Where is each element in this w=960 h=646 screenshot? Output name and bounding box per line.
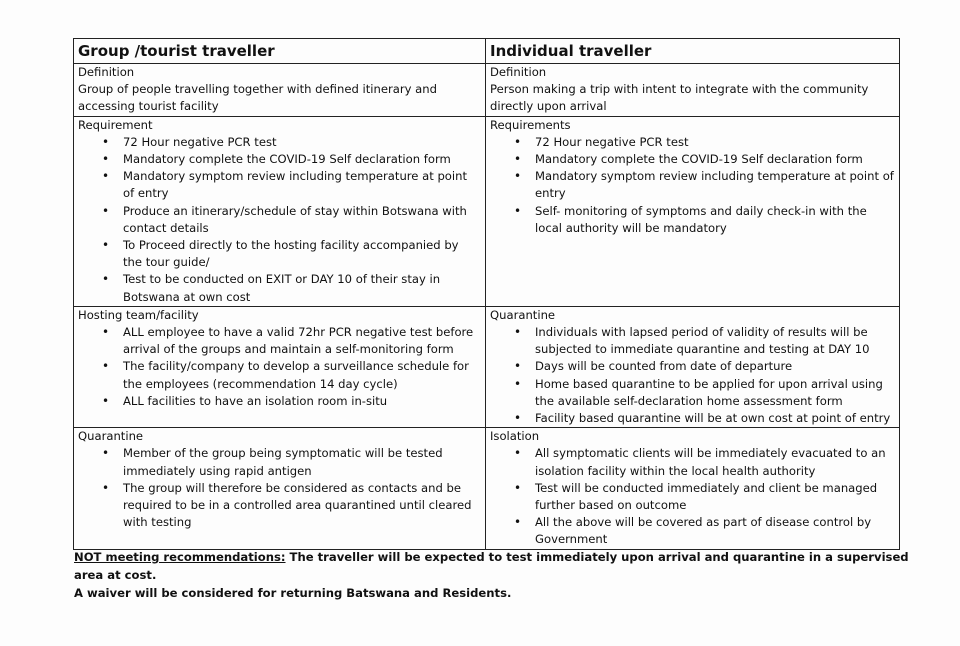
list-item: • Individuals with lapsed period of validity of results will be subjected to immediate quarantine and testing at DAY 10 bbox=[535, 324, 895, 358]
list-item: • Home based quarantine to be applied for upon arrival using the available self-declaration home assessment form bbox=[535, 376, 895, 410]
individual-isolation-cell bbox=[486, 428, 900, 549]
section-title: Requirements bbox=[490, 117, 571, 132]
quarantine-list bbox=[78, 445, 481, 531]
list-item: • Mandatory symptom review including temperature at point of entry bbox=[123, 168, 481, 202]
section-title: Requirement bbox=[78, 117, 153, 132]
definition-row bbox=[74, 64, 900, 117]
list-item: • To Proceed directly to the hosting facility accompanied by the tour guide/ bbox=[123, 237, 481, 271]
list-item: • 72 Hour negative PCR test bbox=[535, 134, 895, 151]
group-definition-cell bbox=[74, 64, 486, 117]
list-item: • Member of the group being symptomatic will be tested immediately using rapid antigen bbox=[123, 445, 481, 479]
section-title: Quarantine bbox=[78, 429, 144, 444]
list-item: • ALL facilities to have an isolation room in-situ bbox=[123, 393, 481, 410]
travel-requirements-table bbox=[73, 38, 900, 550]
list-item: • Mandatory complete the COVID-19 Self declaration form bbox=[123, 151, 481, 168]
individual-traveller-header: Individual traveller bbox=[486, 39, 900, 64]
footer-text: The traveller will be expected to test immediately upon arrival and quarantine in a supervised area at cost. bbox=[74, 550, 909, 582]
list-item: • ALL employee to have a valid 72hr PCR negative test before arrival of the groups and maintain a self-monitoring form bbox=[123, 324, 481, 358]
definition-text: Person making a trip with intent to integrate with the community directly upon arrival bbox=[490, 82, 869, 114]
footer-label: NOT meeting recommendations: bbox=[74, 550, 286, 564]
footer-line-1 bbox=[74, 548, 914, 584]
requirements-list bbox=[490, 134, 895, 237]
section-title: Isolation bbox=[490, 429, 540, 444]
individual-requirements-cell bbox=[486, 116, 900, 306]
section-title: Definition bbox=[78, 65, 135, 79]
quarantine-isolation-row bbox=[74, 428, 900, 549]
list-item: • 72 Hour negative PCR test bbox=[123, 134, 481, 151]
header-row bbox=[74, 39, 900, 64]
requirements-row bbox=[74, 116, 900, 306]
list-item: • Produce an itinerary/schedule of stay within Botswana with contact details bbox=[123, 203, 481, 237]
list-item: • The facility/company to develop a surveillance schedule for the employees (recommendation 14 day cycle) bbox=[123, 358, 481, 392]
group-quarantine-cell bbox=[74, 428, 486, 549]
list-item: • All symptomatic clients will be immediately evacuated to an isolation facility within the local health authority bbox=[535, 445, 895, 479]
section-title: Definition bbox=[490, 65, 547, 79]
list-item: • Days will be counted from date of departure bbox=[535, 358, 895, 375]
footer-note bbox=[74, 548, 914, 602]
list-item: • All the above will be covered as part of disease control by Government bbox=[535, 514, 895, 548]
list-item: • The group will therefore be considered as contacts and be required to be in a controlled area quarantined until cleared with testing bbox=[123, 480, 481, 532]
list-item: • Test will be conducted immediately and client be managed further based on outcome bbox=[535, 480, 895, 514]
individual-definition-cell bbox=[486, 64, 900, 117]
requirements-list bbox=[78, 134, 481, 306]
list-item: • Mandatory complete the COVID-19 Self declaration form bbox=[535, 151, 895, 168]
section-title: Hosting team/facility bbox=[78, 307, 199, 322]
footer-line-2: A waiver will be considered for returning Batswana and Residents. bbox=[74, 586, 512, 600]
list-item: • Facility based quarantine will be at own cost at point of entry bbox=[535, 410, 895, 427]
list-item: • Test to be conducted on EXIT or DAY 10 of their stay in Botswana at own cost bbox=[123, 271, 481, 305]
definition-text: Group of people travelling together with defined itinerary and accessing tourist facility bbox=[78, 82, 437, 114]
hosting-list bbox=[78, 324, 481, 410]
section-title: Quarantine bbox=[490, 307, 556, 322]
group-requirements-cell bbox=[74, 116, 486, 306]
group-traveller-header: Group /tourist traveller bbox=[74, 39, 486, 64]
hosting-facility-cell bbox=[74, 306, 486, 427]
list-item: • Self- monitoring of symptoms and daily check-in with the local authority will be mandatory bbox=[535, 203, 895, 237]
isolation-list bbox=[490, 445, 895, 548]
hosting-quarantine-row bbox=[74, 306, 900, 427]
quarantine-list bbox=[490, 324, 895, 427]
individual-quarantine-cell bbox=[486, 306, 900, 427]
list-item: • Mandatory symptom review including temperature at point of entry bbox=[535, 168, 895, 202]
